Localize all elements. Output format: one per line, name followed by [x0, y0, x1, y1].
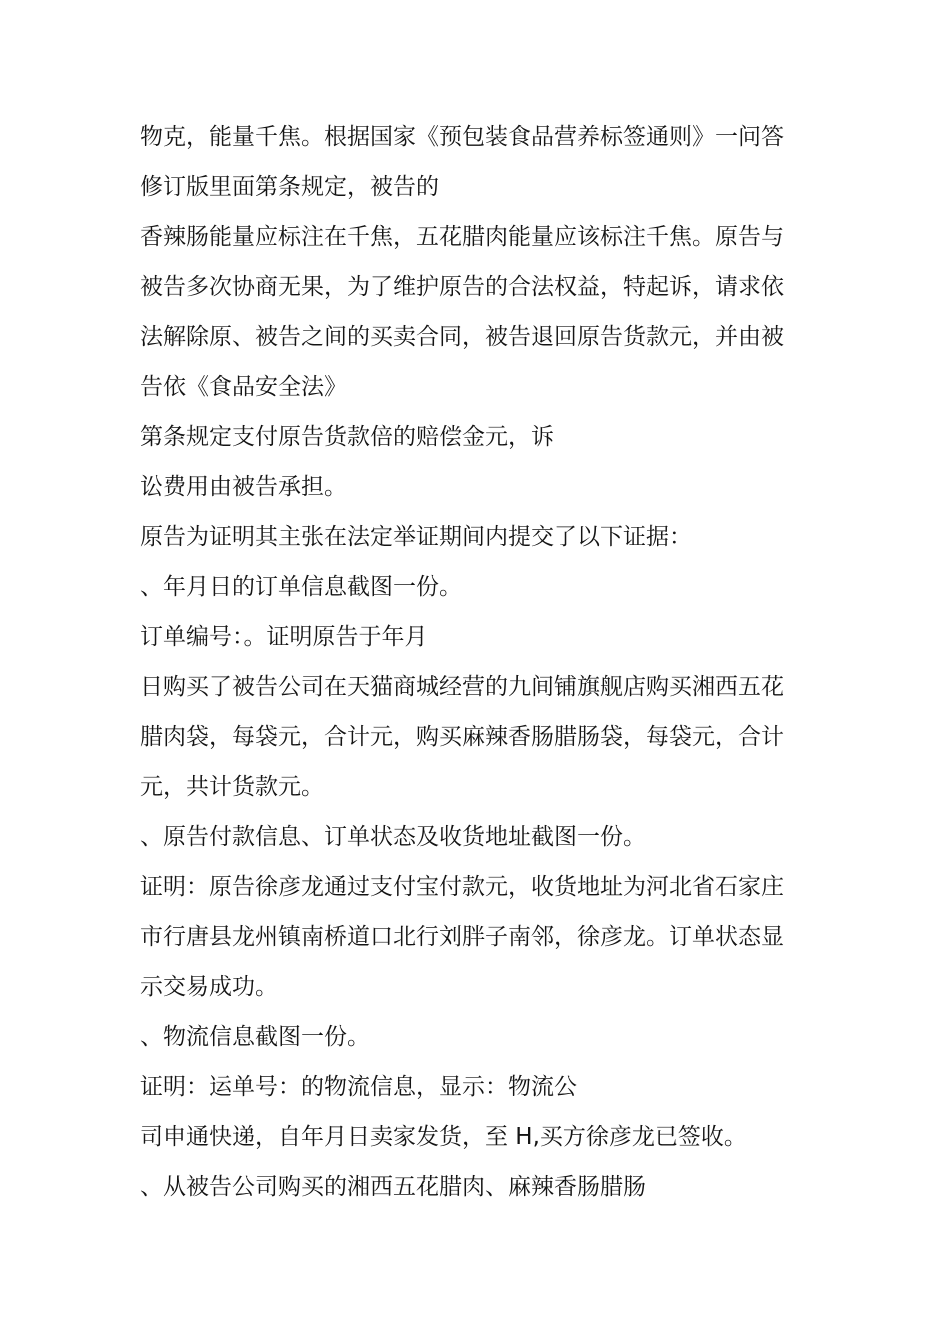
text-line: 订单编号：。证明原告于年月 [140, 624, 428, 650]
text-line: 市行唐县龙州镇南桥道口北行刘胖子南邻，徐彦龙。订单状态显 [140, 924, 784, 950]
text-line: 日购买了被告公司在天猫商城经营的九间铺旗舰店购买湘西五花 [140, 674, 784, 700]
text-line: 证明：原告徐彦龙通过支付宝付款元，收货地址为河北省石家庄 [140, 874, 784, 900]
text-line: 司申通快递，自年月日卖家发货，至 H,买方徐彦龙已签收。 [140, 1124, 747, 1150]
text-line: 第条规定支付原告货款倍的赔偿金元，诉 [140, 424, 554, 450]
text-line: 物克，能量千焦。根据国家《预包装食品营养标签通则》一问答 [140, 124, 784, 150]
text-line: 腊肉袋，每袋元，合计元，购买麻辣香肠腊肠袋，每袋元，合计 [140, 724, 784, 750]
evidence-item-2: 、原告付款信息、订单状态及收货地址截图一份。 [140, 824, 646, 850]
evidence-item-1: 、年月日的订单信息截图一份。 [140, 574, 462, 600]
evidence-item-3: 、物流信息截图一份。 [140, 1024, 370, 1050]
text-line: 示交易成功。 [140, 974, 278, 1000]
text-line: 证明：运单号：的物流信息，显示：物流公 [140, 1074, 577, 1100]
text-line: 讼费用由被告承担。 [140, 474, 347, 500]
text-line: 告依《食品安全法》 [140, 374, 347, 400]
text-line: 法解除原、被告之间的买卖合同，被告退回原告货款元，并由被 [140, 324, 784, 350]
text-line: 被告多次协商无果，为了维护原告的合法权益，特起诉，请求依 [140, 274, 784, 300]
document-page [140, 112, 840, 1212]
text-line: 原告为证明其主张在法定举证期间内提交了以下证据： [140, 524, 692, 550]
text-line: 修订版里面第条规定，被告的 [140, 174, 439, 200]
evidence-item-4: 、从被告公司购买的湘西五花腊肉、麻辣香肠腊肠 [140, 1174, 646, 1200]
text-line: 元，共计货款元。 [140, 774, 324, 800]
text-line: 香辣肠能量应标注在千焦，五花腊肉能量应该标注千焦。原告与 [140, 224, 784, 250]
